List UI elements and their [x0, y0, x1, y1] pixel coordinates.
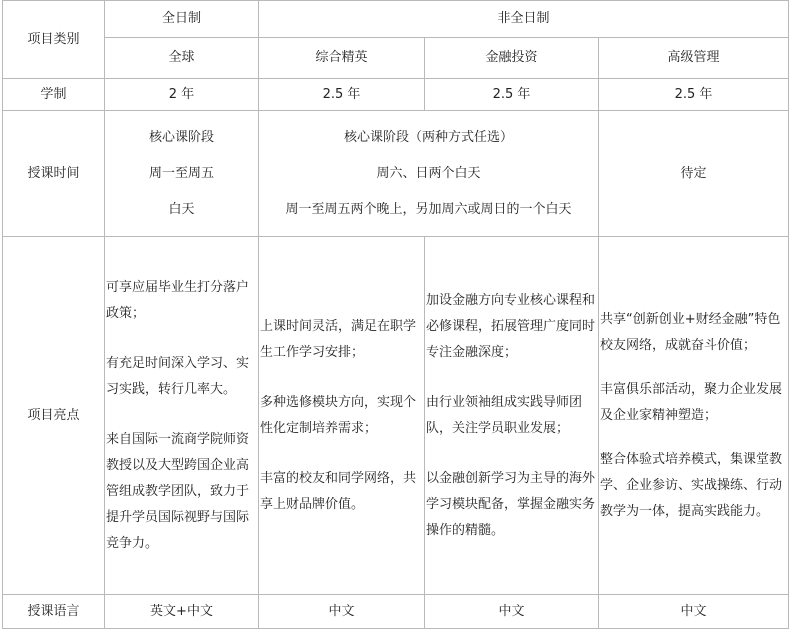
language-elite: 中文 [259, 595, 425, 629]
highlights-finance [425, 237, 599, 595]
category-label: 项目类别 [3, 1, 105, 79]
schedule-exec: 待定 [599, 111, 789, 237]
schedule-pt-option1: 周六、日两个白天 [376, 165, 481, 181]
language-exec: 中文 [599, 595, 789, 629]
duration-label: 学制 [3, 79, 105, 111]
schedule-global-time: 白天 [168, 201, 195, 217]
language-label: 授课语言 [3, 595, 105, 629]
highlight-item: 丰富的校友和同学网络，共享上财品牌价值。 [260, 470, 417, 512]
schedule-parttime [259, 111, 599, 237]
duration-global: 2 年 [105, 79, 259, 111]
highlight-item: 丰富俱乐部活动，聚力企业发展及企业家精神塑造； [600, 381, 783, 423]
parttime-label: 非全日制 [259, 1, 789, 38]
highlights-exec [599, 237, 789, 595]
schedule-global [105, 111, 259, 237]
highlights-elite [259, 237, 425, 595]
duration-exec: 2.5 年 [599, 79, 789, 111]
highlight-item: 可享应届毕业生打分落户政策； [106, 279, 250, 321]
highlight-item: 以金融创新学习为主导的海外学习模块配备，掌握金融实务操作的精髓。 [426, 470, 596, 538]
schedule-label: 授课时间 [3, 111, 105, 237]
schedule-pt-phase: 核心课阶段（两种方式任选） [343, 129, 513, 145]
duration-elite: 2.5 年 [259, 79, 425, 111]
program-global: 全球 [105, 38, 259, 79]
schedule-global-days: 周一至周五 [148, 165, 214, 181]
highlight-item: 有充足时间深入学习、实习实践，转行几率大。 [106, 355, 250, 397]
highlight-item: 加设金融方向专业核心课程和必修课程，拓展管理广度同时专注金融深度； [426, 292, 596, 360]
highlight-item: 来自国际一流商学院师资教授以及大型跨国企业高管组成教学团队，致力于提升学员国际视野与国际竞争力。 [106, 431, 250, 551]
fulltime-label: 全日制 [105, 1, 259, 38]
program-elite: 综合精英 [259, 38, 425, 79]
highlights-global [105, 237, 259, 595]
highlight-item: 多种选修模块方向，实现个性化定制培养需求； [260, 394, 417, 436]
highlights-label: 项目亮点 [3, 237, 105, 595]
language-finance: 中文 [425, 595, 599, 629]
highlight-item: 整合体验式培养模式，集课堂教学、企业参访、实战操练、行动教学为一体，提高实践能力。 [600, 451, 783, 519]
highlight-item: 上课时间灵活，满足在职学生工作学习安排； [260, 318, 417, 360]
highlight-item: 由行业领袖组成实践导师团队，关注学员职业发展； [426, 394, 583, 436]
duration-finance: 2.5 年 [425, 79, 599, 111]
highlight-item: 共享“创新创业+财经金融”特色校友网络，成就奋斗价值； [600, 311, 781, 353]
program-finance: 金融投资 [425, 38, 599, 79]
program-exec: 高级管理 [599, 38, 789, 79]
schedule-pt-option2: 周一至周五两个晚上，另加周六或周日的一个白天 [285, 201, 572, 217]
language-global: 英文+中文 [105, 595, 259, 629]
schedule-global-phase: 核心课阶段 [148, 129, 214, 145]
program-comparison-table [2, 0, 789, 629]
